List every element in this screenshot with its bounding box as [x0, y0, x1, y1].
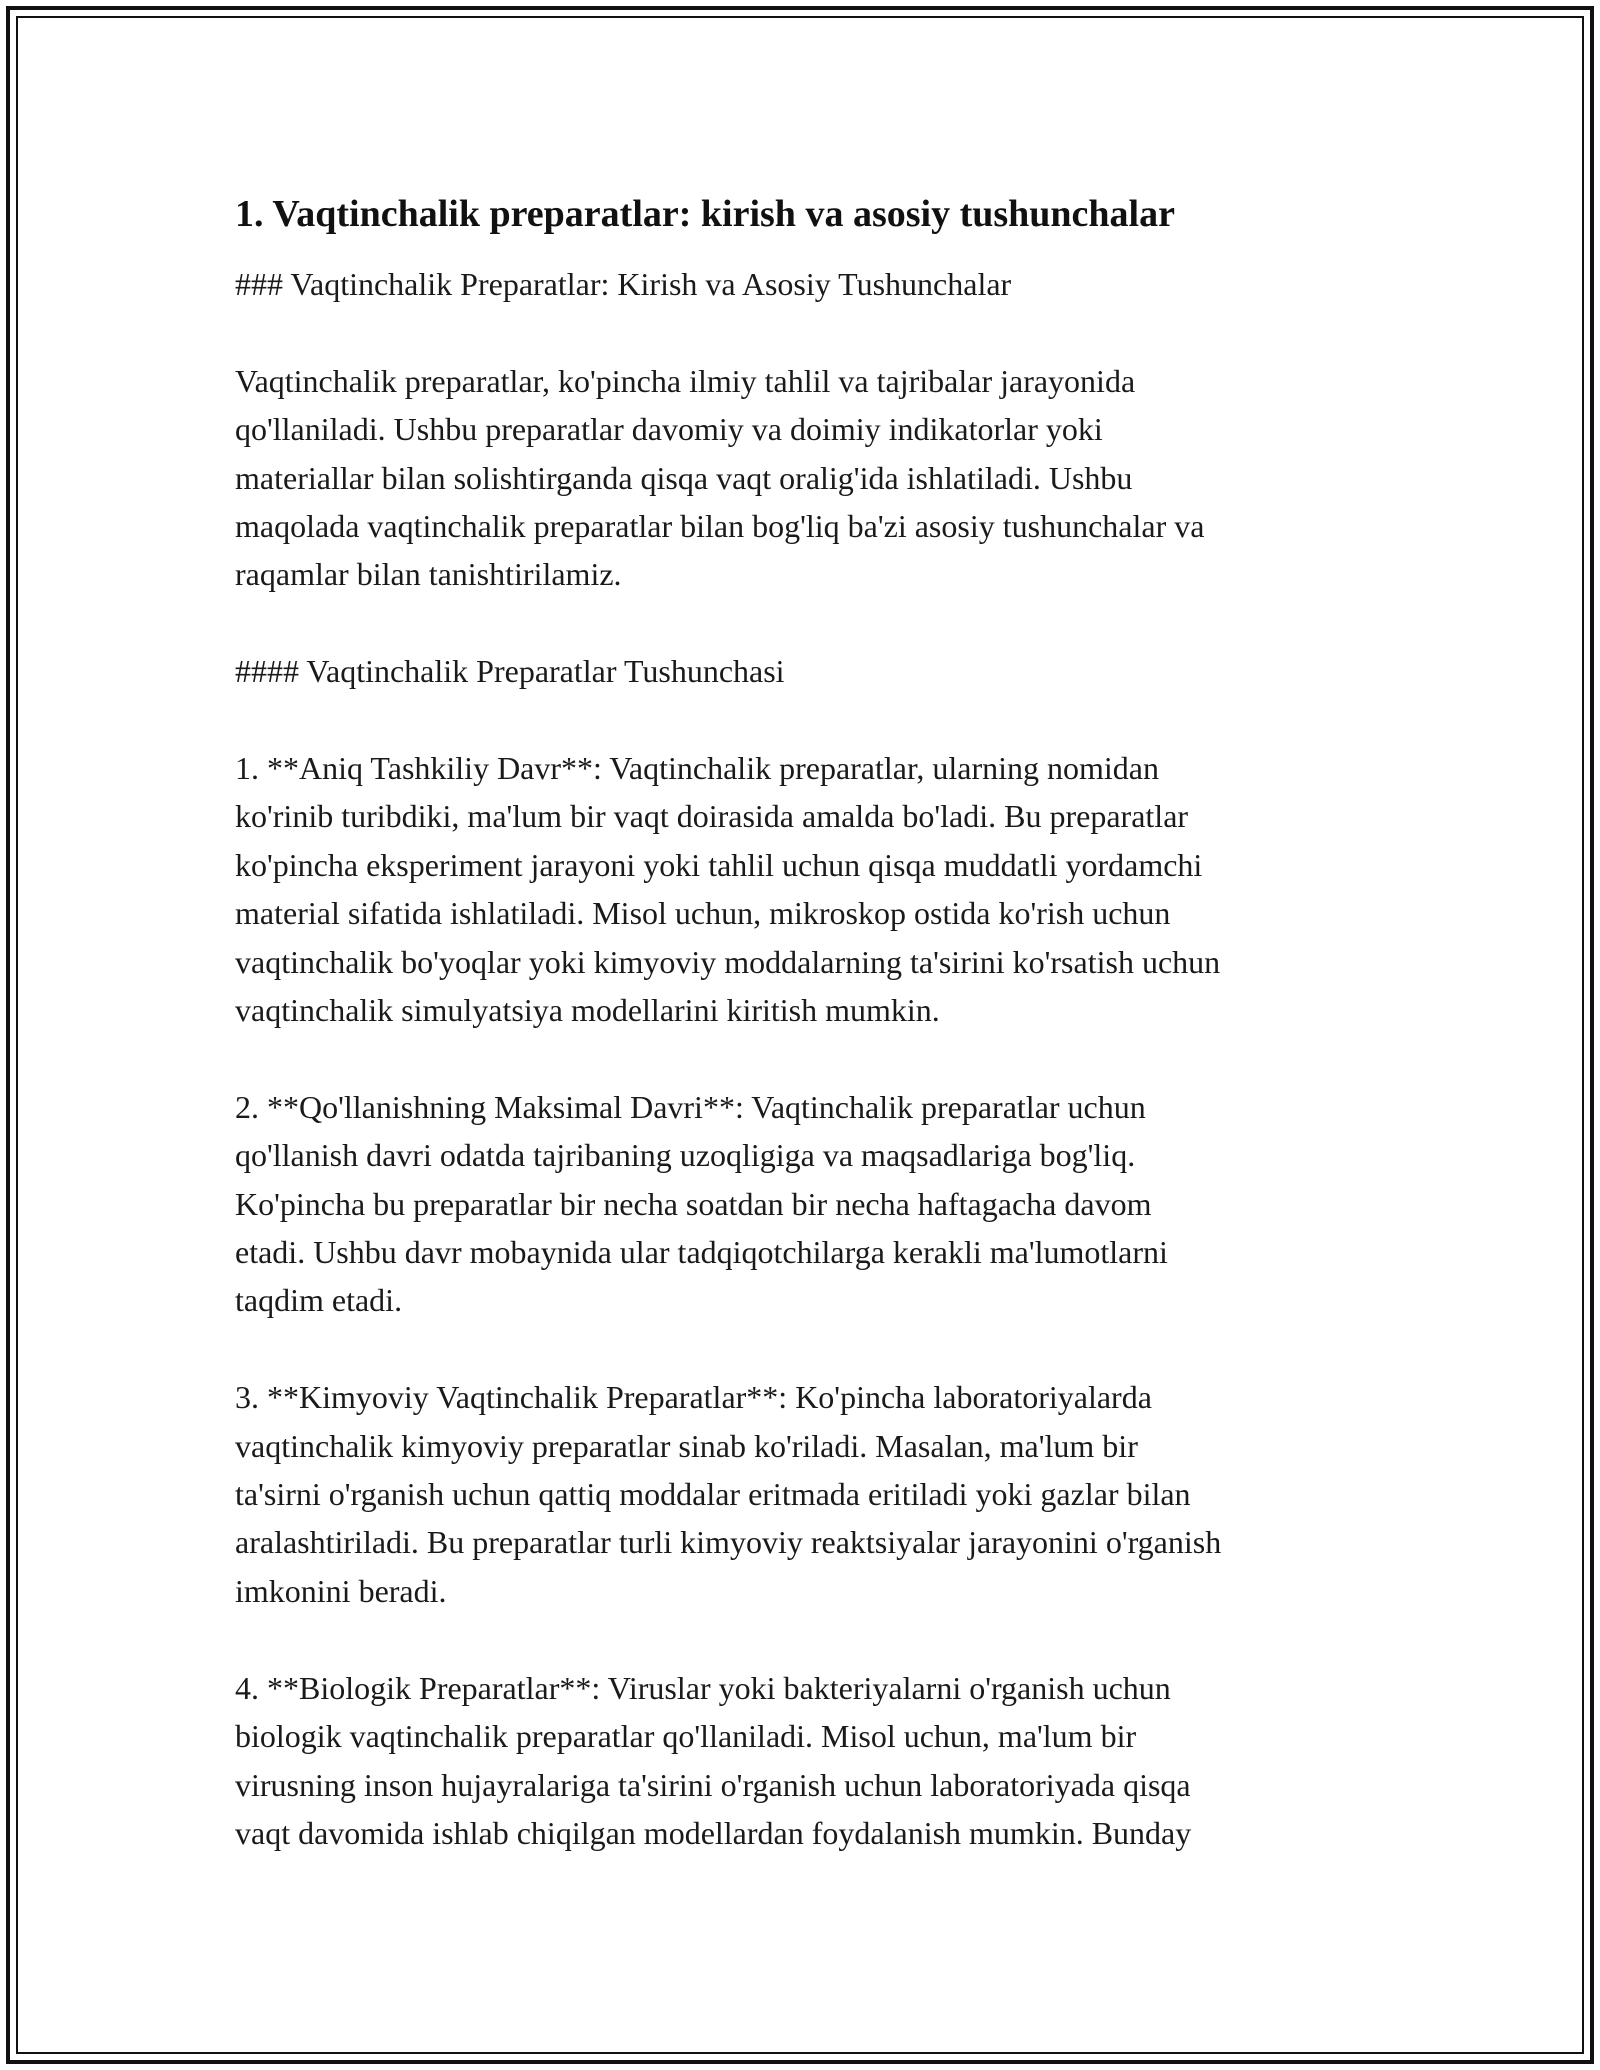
list-item-2: 2. **Qo'llanishning Maksimal Davri**: Vaqtinchalik preparatlar uchun qo'llanish davri odatda tajribaning uzoqligiga va maqsadlariga bog'liq. Ko'pincha bu preparatlar bir necha soatdan bir necha haftagacha davom etadi. Ushbu davr mobaynida ular tadqiqotchilarga kerakli ma'lumotlarni taqdim etadi.	[235, 1088, 1168, 1319]
document-body	[235, 188, 1375, 1857]
list-item-3: 3. **Kimyoviy Vaqtinchalik Preparatlar**: Ko'pincha laboratoriyalarda vaqtinchalik kimyoviy preparatlar sinab ko'riladi. Masalan, ma'lum bir ta'sirni o'rganish uchun qattiq moddalar eritmada eritiladi yoki gazlar bilan aralashtiriladi. Bu preparatlar turli kimyoviy reaktsiyalar jarayonini o'rganish imkonini beradi.	[235, 1379, 1222, 1609]
section-heading-h3: ### Vaqtinchalik Preparatlar: Kirish va Asosiy Tushunchalar	[235, 266, 1012, 302]
list-item-4: 4. **Biologik Preparatlar**: Viruslar yoki bakteriyalarni o'rganish uchun biologik vaqtinchalik preparatlar qo'llaniladi. Misol uchun, ma'lum bir virusning inson hujayralariga ta'sirini o'rganish uchun laboratoriyada qisqa vaqt davomida ishlab chiqilgan modellardan foydalanish mumkin. Bunday	[235, 1669, 1192, 1851]
intro-paragraph: Vaqtinchalik preparatlar, ko'pincha ilmiy tahlil va tajribalar jarayonida qo'llaniladi. Ushbu preparatlar davomiy va doimiy indikatorlar yoki materiallar bilan solishtirganda qisqa vaqt oralig'ida ishlatiladi. Ushbu maqolada vaqtinchalik preparatlar bilan bog'liq ba'zi asosiy tushunchalar va raqamlar bilan tanishtirilamiz.	[235, 362, 1205, 593]
document-title: 1. Vaqtinchalik preparatlar: kirish va asosiy tushunchalar	[235, 193, 1175, 235]
section-heading-h4: #### Vaqtinchalik Preparatlar Tushunchasi	[235, 653, 785, 690]
list-item-1: 1. **Aniq Tashkiliy Davr**: Vaqtinchalik preparatlar, ularning nomidan ko'rinib turibdiki, ma'lum bir vaqt doirasida amalda bo'ladi. Bu preparatlar ko'pincha eksperiment jarayoni yoki tahlil uchun qisqa muddatli yordamchi material sifatida ishlatiladi. Misol uchun, mikroskop ostida ko'rish uchun vaqtinchalik bo'yoqlar yoki kimyoviy moddalarning ta'sirini ko'rsatish uchun vaqtinchalik simulyatsiya modellarini kiritish mumkin.	[235, 750, 1221, 1029]
